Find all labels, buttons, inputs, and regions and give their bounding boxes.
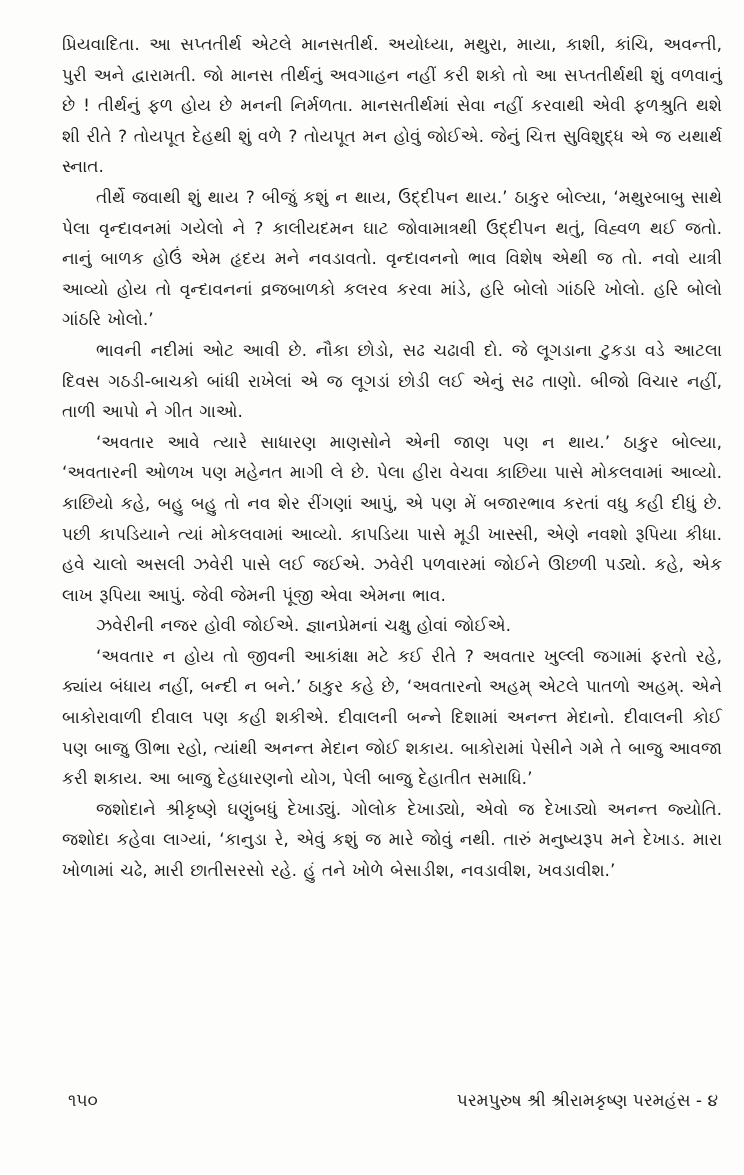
paragraph-1: પ્રિયવાદિતા. આ સપ્તતીર્થ એટલે માનસતીર્થ. અયોધ્યા, મથુરા, માયા, કાશી, કાંચિ, અવન્તી, પુરી અને દ્વારામતી. જો માનસ તીર્થનું અવગાહન નહીં કરી શકો તો આ સપ્તતીર્થથી શું વળવાનું છે ! તીર્થનું ફળ હોય છે મનની નિર્મળતા. માનસતીર્થમાં સેવા નહીં કરવાથી એવી ફળશ્રુતિ થશે શી રીતે ? તોયપૂત દેહથી શું વળે ? તોયપૂત મન હોવું જોઈએ. જેનું ચિત્ત સુવિશુદ્ધ એ જ યથાર્થ સ્નાત. bbox=[62, 35, 722, 178]
page-footer bbox=[68, 1091, 718, 1121]
running-title: પરમપુરુષ શ્રી શ્રીરામકૃષ્ણ પરમહંસ - ૪ bbox=[456, 1091, 718, 1111]
body-text bbox=[62, 30, 722, 887]
paragraph-7: જશોદાને શ્રીકૃષ્ણે ઘણુંબધું દેખાડ્યું. ગોલોક દેખાડ્યો, એવો જ દેખાડ્યો અનન્ત જ્યોતિ. જશોદા કહેવા લાગ્યાં, ‘કાનુડા રે, એવું કશું જ મારે જોવું નથી. તારું મનુષ્યરૂપ મને દેખાડ. મારા ખોળામાં ચઢે, મારી છાતીસરસો રહે. હું તને ખોળે બેસાડીશ, નવડાવીશ, ખવડાવીશ.’ bbox=[62, 799, 722, 882]
paragraph-3: ભાવની નદીમાં ઓટ આવી છે. નૌકા છોડો, સઢ ચઢાવી દો. જે લૂગડાના ટુકડા વડે આટલા દિવસ ગઠડી-બાચકો બાંધી રાખેલાં એ જ લૂગડાં છોડી લઈ એનું સઢ તાણો. બીજો વિચાર નહીં, તાળી આપો ને ગીત ગાઓ. bbox=[62, 340, 722, 423]
paragraph-5: ઝવેરીની નજર હોવી જોઈએ. જ્ઞાનપ્રેમનાં ચક્ષુ હોવાં જોઈએ. bbox=[96, 616, 512, 637]
page-number: ૧૫૦ bbox=[68, 1091, 98, 1111]
paragraph-4: ‘અવતાર આવે ત્યારે સાધારણ માણસોને એની જાણ પણ ન થાય.’ ઠાકુર બોલ્યા, ‘અવતારની ઓળખ પણ મહેનત માગી લે છે. પેલા હીરા વેચવા કાછિયા પાસે મોકલવામાં આવ્યો. કાછિયો કહે, બહુ બહુ તો નવ શેર રીંગણાં આપું, એ પણ મેં બજારભાવ કરતાં વધુ કહી દીધું છે. પછી કાપડિયાને ત્યાં મોકલવામાં આવ્યો. કાપડિયા પાસે મૂડી ખાસ્સી, એણે નવશો રૂપિયા કીધા. હવે ચાલો અસલી ઝવેરી પાસે લઈ જઈએ. ઝવેરી પળવારમાં જોઈને ઊછળી પડ્યો. કહે, એક લાખ રૂપિયા આપું. જેવી જેમની પૂંજી એવા એમના ભાવ. bbox=[62, 432, 722, 606]
paragraph-2: તીર્થે જવાથી શું થાય ? બીજું કશું ન થાય, ઉદ્દીપન થાય.’ ઠાકુર બોલ્યા, ‘મથુરબાબુ સાથે પેલા વૃન્દાવનમાં ગયેલો ને ? કાલીયદમન ઘાટ જોવામાત્રથી ઉદ્દીપન થતું, વિહ્વળ થઈ જતો. નાનું બાળક હોઉં એમ હૃદય મને નવડાવતો. વૃન્દાવનનો ભાવ વિશેષ એથી જ તો. નવો યાત્રી આવ્યો હોય તો વૃન્દાવનનાં વ્રજબાળકો કલરવ કરવા માંડે, હરિ બોલો ગાંઠરિ ખોલો. હરિ બોલો ગાંઠરિ ખોલો.’ bbox=[62, 187, 722, 331]
paragraph-6: ‘અવતાર ન હોય તો જીવની આકાંક્ષા મટે કઈ રીતે ? અવતાર ખુલ્લી જગામાં ફરતો રહે, ક્યાંય બંધાય નહીં, બન્દી ન બને.’ ઠાકુર કહે છે, ‘અવતારનો અહમ્ એટલે પાતળો અહમ્. એને બાકોરાવાળી દીવાલ પણ કહી શકીએ. દીવાલની બન્ને દિશામાં અનન્ત મેદાનો. દીવાલની કોઈ પણ બાજુ ઊભા રહો, ત્યાંથી અનન્ત મેદાન જોઈ શકાય. બાકોરામાં પેસીને ગમે તે બાજુ આવજા કરી શકાય. આ બાજુ દેહધારણનો યોગ, પેલી બાજુ દેહાતીત સમાધિ.’ bbox=[62, 646, 722, 790]
